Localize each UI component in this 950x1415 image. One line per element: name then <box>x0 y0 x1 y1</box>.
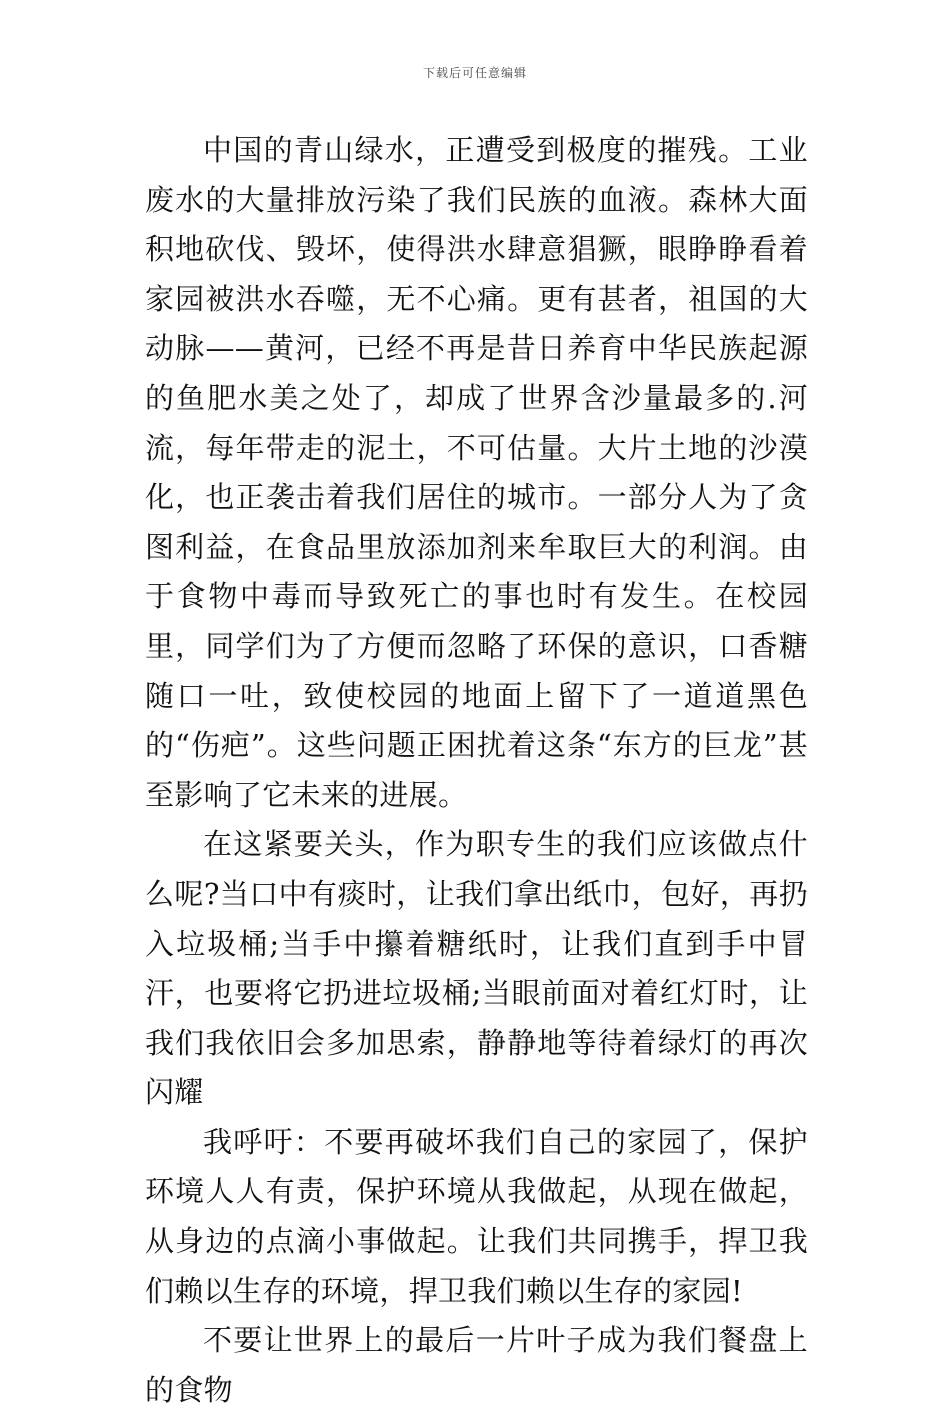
paragraph-3: 我呼吁：不要再破坏我们自己的家园了，保护环境人人有责，保护环境从我做起，从现在做起，从身边的点滴小事做起。让我们共同携手，捍卫我们赖以生存的环境，捍卫我们赖以生存的家园! <box>145 1124 808 1308</box>
paragraph-2: 在这紧要关头，作为职专生的我们应该做点什么呢?当口中有痰时，让我们拿出纸巾，包好，再扔入垃圾桶;当手中攥着糖纸时，让我们直到手中冒汗，也要将它扔进垃圾桶;当眼前面对着红灯时，让我们我依旧会多加思索，静静地等待着绿灯的再次闪耀 <box>145 827 808 1110</box>
document-body <box>145 126 808 1415</box>
page-header-note: 下载后可任意编辑 <box>422 66 527 80</box>
paragraph-4: 不要让世界上的最后一片叶子成为我们餐盘上的食物 <box>145 1323 808 1407</box>
paragraph-1: 中国的青山绿水，正遭受到极度的摧残。工业废水的大量排放污染了我们民族的血液。森林大面积地砍伐、毁坏，使得洪水肆意猖獗，眼睁睁看着家园被洪水吞噬，无不心痛。更有甚者，祖国的大动脉——黄河，已经不再是昔日养育中华民族起源的鱼肥水美之处了，却成了世界含沙量最多的.河流，每年带走的泥土，不可估量。大片土地的沙漠化，也正袭击着我们居住的城市。一部分人为了贪图利益，在食品里放添加剂来牟取巨大的利润。由于食物中毒而导致死亡的事也时有发生。在校园里，同学们为了方便而忽略了环保的意识，口香糖随口一吐，致使校园的地面上留下了一道道黑色的“伤疤”。这些问题正困扰着这条“东方的巨龙”甚至影响了它未来的进展。 <box>145 133 808 812</box>
